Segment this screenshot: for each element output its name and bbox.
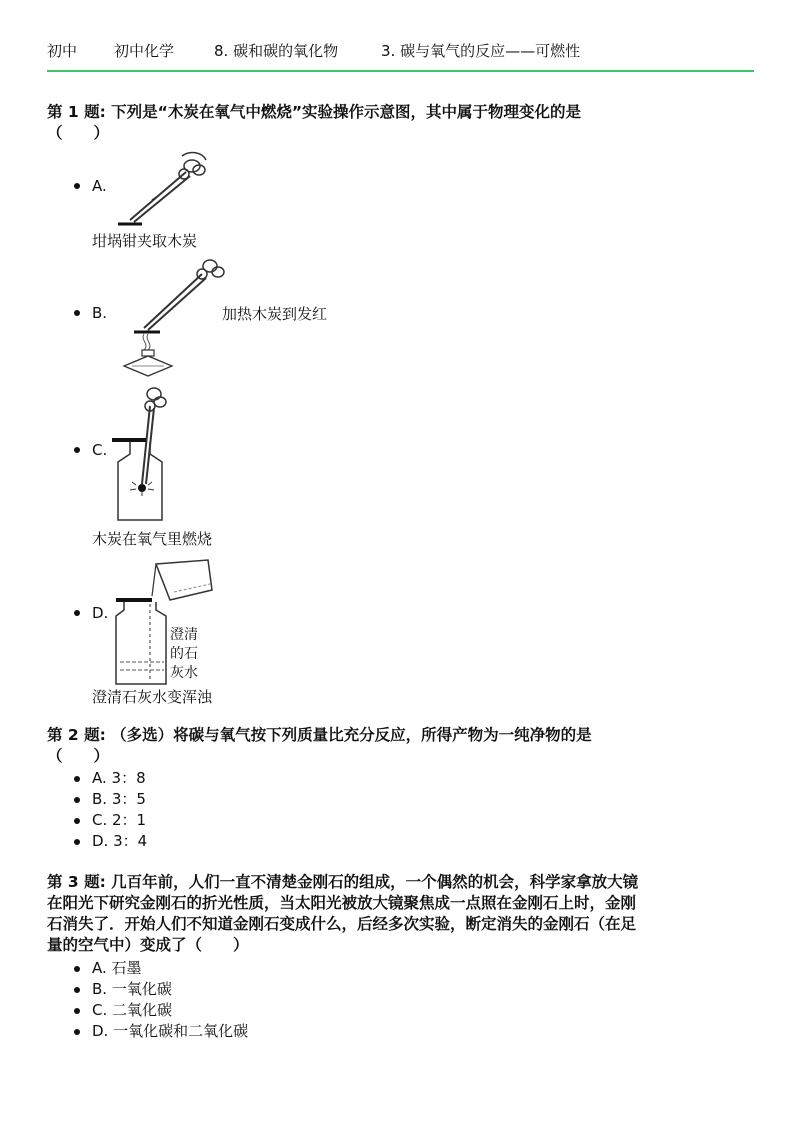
q1-option-b-caption: 加热木炭到发红: [222, 305, 328, 323]
question-2-text: 第 2 题: （多选）将碳与氧气按下列质量比充分反应，所得产物为一纯净物的是: [47, 726, 592, 744]
q3-option-d[interactable]: D. 一氧化碳和二氧化碳: [74, 1021, 248, 1042]
q1-option-a-caption: 坩埚钳夹取木炭: [92, 232, 198, 250]
q1-option-c-caption: 木炭在氧气里燃烧: [92, 530, 213, 548]
question-2-title: [47, 725, 757, 767]
tongs-icon: [112, 146, 212, 228]
question-3-text-line: 在阳光下研究金刚石的折光性质，当太阳光被放大镜聚焦成一点照在金刚石上时，金刚: [47, 894, 637, 912]
bullet: [74, 610, 80, 616]
q2-option-a[interactable]: A. 3：8: [74, 768, 147, 789]
q1-option-b-label[interactable]: B.: [92, 304, 108, 322]
q1-option-d-label[interactable]: D.: [92, 604, 109, 622]
question-1-text: 第 1 题: 下列是“木炭在氧气中燃烧”实验操作示意图，其中属于物理变化的是: [47, 103, 582, 121]
gas-bottle-icon: [108, 384, 172, 524]
question-2-blank: （ ）: [47, 747, 110, 765]
header-divider: [47, 70, 754, 72]
bullet: [74, 183, 80, 189]
q2-option-d[interactable]: D. 3：4: [74, 831, 147, 852]
alcohol-lamp-icon: [104, 252, 228, 380]
breadcrumb-item[interactable]: 8. 碳和碳的氧化物: [214, 42, 339, 60]
breadcrumb-item[interactable]: 初中化学: [114, 42, 175, 60]
figure-label: 澄清: [170, 627, 198, 643]
q1-option-d-caption: 澄清石灰水变浑浊: [92, 688, 213, 706]
beaker-pour-icon: [112, 556, 216, 686]
question-3-title: [47, 872, 757, 956]
bullet: [74, 447, 80, 453]
figure-label: 的石: [170, 646, 198, 662]
q3-option-b[interactable]: B. 一氧化碳: [74, 979, 248, 1000]
question-3-options: [74, 958, 248, 1042]
q2-option-b[interactable]: B. 3：5: [74, 789, 147, 810]
q3-option-a[interactable]: A. 石墨: [74, 958, 248, 979]
question-1-blank: （ ）: [47, 124, 110, 142]
q1-option-c-label[interactable]: C.: [92, 441, 108, 459]
question-3-text-line: 量的空气中）变成了（ ）: [47, 936, 249, 954]
breadcrumb-item[interactable]: 3. 碳与氧气的反应——可燃性: [381, 42, 581, 60]
question-2-options: [74, 768, 147, 852]
breadcrumb: [47, 40, 580, 64]
figure-label: 灰水: [170, 665, 198, 681]
breadcrumb-item[interactable]: 初中: [47, 42, 78, 60]
question-3-text-line: 第 3 题: 几百年前，人们一直不清楚金刚石的组成，一个偶然的机会，科学家拿放大镜: [47, 873, 639, 891]
q1-option-a-label[interactable]: A.: [92, 177, 107, 195]
q3-option-c[interactable]: C. 二氧化碳: [74, 1000, 248, 1021]
q1-option-d-figure-labels: [170, 626, 198, 683]
q2-option-c[interactable]: C. 2：1: [74, 810, 147, 831]
question-3-text-line: 石消失了．开始人们不知道金刚石变成什么，后经多次实验，断定消失的金刚石（在足: [47, 915, 637, 933]
question-1-title: [47, 102, 757, 144]
bullet: [74, 310, 80, 316]
